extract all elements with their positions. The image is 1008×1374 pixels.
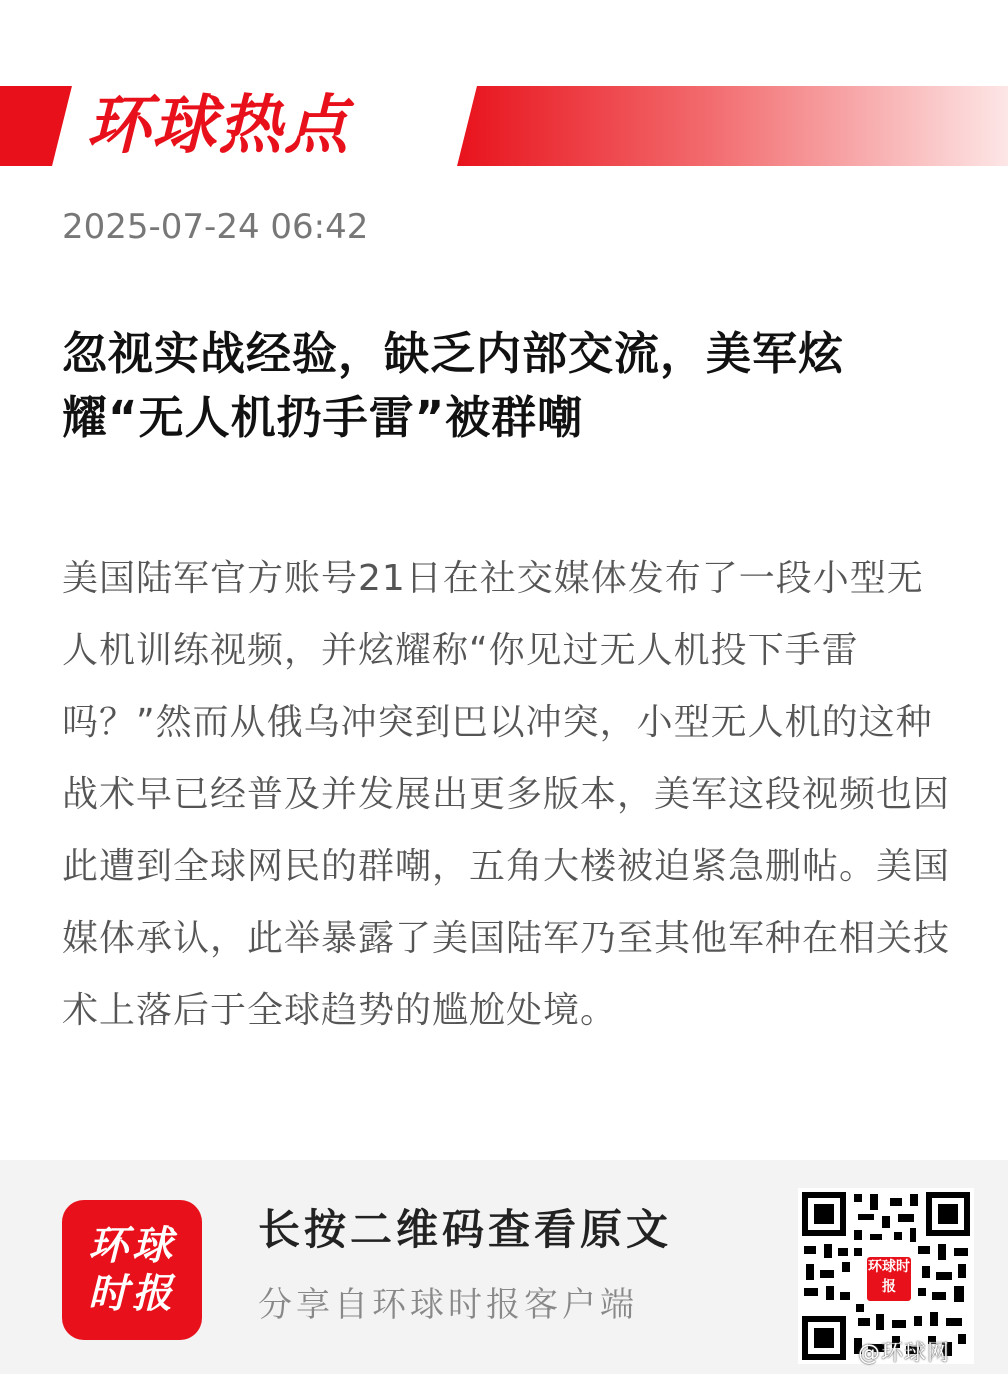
qr-center-logo: 环球时报 bbox=[864, 1254, 914, 1304]
article-body: 美国陆军官方账号21日在社交媒体发布了一段小型无人机训练视频，并炫耀称“你见过无人机投下手雷吗？”然而从俄乌冲突到巴以冲突，小型无人机的这种战术早已经普及并发展出更多版本，美军这段视频也因此遭到全球网民的群嘲，五角大楼被迫紧急删帖。美国媒体承认，此举暴露了美国陆军乃至其他军种在相关技术上落后于全球趋势的尴尬处境。 bbox=[62, 558, 951, 1031]
share-footer bbox=[0, 1160, 1008, 1374]
header-banner bbox=[0, 86, 1008, 166]
app-logo-text: 环球时报 bbox=[88, 1222, 176, 1317]
watermark: @环球网 bbox=[858, 1341, 951, 1366]
banner-title: 环球热点 bbox=[86, 89, 350, 163]
share-source: 分享自环球时报客户端 bbox=[258, 1285, 638, 1325]
article-headline: 忽视实战经验，缺乏内部交流，美军炫耀“无人机扔手雷”被群嘲 bbox=[62, 327, 845, 444]
qr-instruction: 长按二维码查看原文 bbox=[258, 1205, 673, 1254]
app-logo bbox=[62, 1200, 202, 1340]
article-date: 2025-07-24 06:42 bbox=[62, 207, 369, 247]
